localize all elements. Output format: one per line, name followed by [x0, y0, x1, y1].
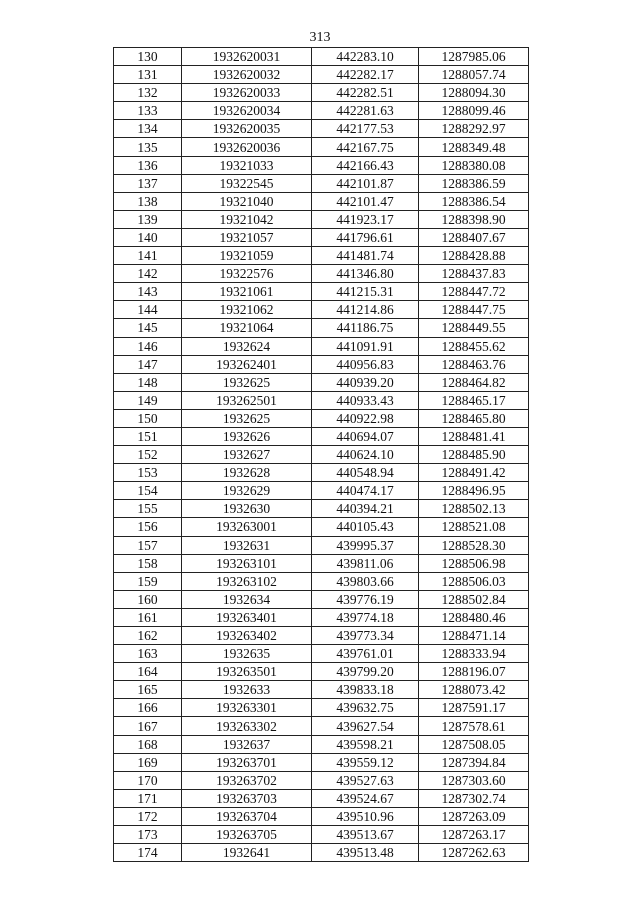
- table-row: [114, 536, 529, 554]
- y-coordinate-cell: 1288455.62: [419, 337, 529, 355]
- x-coordinate-cell: 439598.21: [312, 735, 419, 753]
- point-id-cell: 193263701: [182, 753, 312, 771]
- x-coordinate-cell: 440939.20: [312, 373, 419, 391]
- table-row: [114, 681, 529, 699]
- table-row: [114, 247, 529, 265]
- x-coordinate-cell: 441215.31: [312, 283, 419, 301]
- point-id-cell: 1932625: [182, 373, 312, 391]
- x-coordinate-cell: 440105.43: [312, 518, 419, 536]
- row-number-cell: 140: [114, 228, 182, 246]
- point-id-cell: 19321064: [182, 319, 312, 337]
- x-coordinate-cell: 441346.80: [312, 265, 419, 283]
- table-row: [114, 210, 529, 228]
- row-number-cell: 150: [114, 409, 182, 427]
- y-coordinate-cell: 1288481.41: [419, 427, 529, 445]
- table-row: [114, 427, 529, 445]
- table-row: [114, 717, 529, 735]
- y-coordinate-cell: 1287262.63: [419, 844, 529, 862]
- x-coordinate-cell: 441481.74: [312, 247, 419, 265]
- y-coordinate-cell: 1288094.30: [419, 84, 529, 102]
- x-coordinate-cell: 441923.17: [312, 210, 419, 228]
- row-number-cell: 144: [114, 301, 182, 319]
- x-coordinate-cell: 439774.18: [312, 608, 419, 626]
- y-coordinate-cell: 1288398.90: [419, 210, 529, 228]
- x-coordinate-cell: 442283.10: [312, 48, 419, 66]
- y-coordinate-cell: 1287263.09: [419, 807, 529, 825]
- point-id-cell: 19321061: [182, 283, 312, 301]
- row-number-cell: 173: [114, 826, 182, 844]
- row-number-cell: 163: [114, 645, 182, 663]
- table-row: [114, 735, 529, 753]
- point-id-cell: 1932620031: [182, 48, 312, 66]
- point-id-cell: 1932620033: [182, 84, 312, 102]
- row-number-cell: 159: [114, 572, 182, 590]
- y-coordinate-cell: 1288333.94: [419, 645, 529, 663]
- row-number-cell: 132: [114, 84, 182, 102]
- point-id-cell: 193263401: [182, 608, 312, 626]
- row-number-cell: 147: [114, 355, 182, 373]
- point-id-cell: 1932628: [182, 464, 312, 482]
- row-number-cell: 172: [114, 807, 182, 825]
- point-id-cell: 193263702: [182, 771, 312, 789]
- y-coordinate-cell: 1287394.84: [419, 753, 529, 771]
- table-row: [114, 156, 529, 174]
- y-coordinate-cell: 1288496.95: [419, 482, 529, 500]
- table-row: [114, 608, 529, 626]
- point-id-cell: 1932625: [182, 409, 312, 427]
- table-row: [114, 174, 529, 192]
- x-coordinate-cell: 439524.67: [312, 789, 419, 807]
- x-coordinate-cell: 440474.17: [312, 482, 419, 500]
- y-coordinate-cell: 1288506.03: [419, 572, 529, 590]
- y-coordinate-cell: 1288465.17: [419, 391, 529, 409]
- row-number-cell: 162: [114, 627, 182, 645]
- table-row: [114, 120, 529, 138]
- point-id-cell: 1932620034: [182, 102, 312, 120]
- y-coordinate-cell: 1288437.83: [419, 265, 529, 283]
- row-number-cell: 174: [114, 844, 182, 862]
- x-coordinate-cell: 439510.96: [312, 807, 419, 825]
- point-id-cell: 1932620035: [182, 120, 312, 138]
- y-coordinate-cell: 1288073.42: [419, 681, 529, 699]
- row-number-cell: 130: [114, 48, 182, 66]
- row-number-cell: 148: [114, 373, 182, 391]
- y-coordinate-cell: 1288528.30: [419, 536, 529, 554]
- table-row: [114, 283, 529, 301]
- y-coordinate-cell: 1288491.42: [419, 464, 529, 482]
- table-row: [114, 771, 529, 789]
- y-coordinate-cell: 1288463.76: [419, 355, 529, 373]
- x-coordinate-cell: 439761.01: [312, 645, 419, 663]
- row-number-cell: 136: [114, 156, 182, 174]
- point-id-cell: 1932627: [182, 446, 312, 464]
- x-coordinate-cell: 439632.75: [312, 699, 419, 717]
- table-row: [114, 663, 529, 681]
- y-coordinate-cell: 1288449.55: [419, 319, 529, 337]
- point-id-cell: 1932637: [182, 735, 312, 753]
- y-coordinate-cell: 1288386.54: [419, 192, 529, 210]
- y-coordinate-cell: 1288057.74: [419, 66, 529, 84]
- y-coordinate-cell: 1288447.72: [419, 283, 529, 301]
- row-number-cell: 169: [114, 753, 182, 771]
- point-id-cell: 193263703: [182, 789, 312, 807]
- x-coordinate-cell: 440394.21: [312, 500, 419, 518]
- y-coordinate-cell: 1287263.17: [419, 826, 529, 844]
- row-number-cell: 131: [114, 66, 182, 84]
- point-id-cell: 19321040: [182, 192, 312, 210]
- point-id-cell: 19321059: [182, 247, 312, 265]
- x-coordinate-cell: 439995.37: [312, 536, 419, 554]
- row-number-cell: 146: [114, 337, 182, 355]
- y-coordinate-cell: 1288506.98: [419, 554, 529, 572]
- y-coordinate-cell: 1287985.06: [419, 48, 529, 66]
- x-coordinate-cell: 442166.43: [312, 156, 419, 174]
- point-id-cell: 193263402: [182, 627, 312, 645]
- x-coordinate-cell: 442282.51: [312, 84, 419, 102]
- row-number-cell: 141: [114, 247, 182, 265]
- table-row: [114, 554, 529, 572]
- y-coordinate-cell: 1288447.75: [419, 301, 529, 319]
- table-row: [114, 84, 529, 102]
- page-number: 313: [309, 30, 331, 45]
- row-number-cell: 167: [114, 717, 182, 735]
- row-number-cell: 165: [114, 681, 182, 699]
- y-coordinate-cell: 1287578.61: [419, 717, 529, 735]
- point-id-cell: 19322576: [182, 265, 312, 283]
- x-coordinate-cell: 442167.75: [312, 138, 419, 156]
- point-id-cell: 193263102: [182, 572, 312, 590]
- y-coordinate-cell: 1288407.67: [419, 228, 529, 246]
- table-row: [114, 48, 529, 66]
- point-id-cell: 1932626: [182, 427, 312, 445]
- table-row: [114, 482, 529, 500]
- table-row: [114, 645, 529, 663]
- y-coordinate-cell: 1287303.60: [419, 771, 529, 789]
- row-number-cell: 155: [114, 500, 182, 518]
- point-id-cell: 1932633: [182, 681, 312, 699]
- y-coordinate-cell: 1288428.88: [419, 247, 529, 265]
- y-coordinate-cell: 1288502.13: [419, 500, 529, 518]
- point-id-cell: 193263501: [182, 663, 312, 681]
- row-number-cell: 170: [114, 771, 182, 789]
- y-coordinate-cell: 1287591.17: [419, 699, 529, 717]
- table-body: [114, 48, 529, 862]
- point-id-cell: 1932635: [182, 645, 312, 663]
- table-row: [114, 192, 529, 210]
- table-row: [114, 355, 529, 373]
- point-id-cell: 1932620032: [182, 66, 312, 84]
- x-coordinate-cell: 442101.47: [312, 192, 419, 210]
- y-coordinate-cell: 1288349.48: [419, 138, 529, 156]
- table-row: [114, 518, 529, 536]
- point-id-cell: 19322545: [182, 174, 312, 192]
- x-coordinate-cell: 440933.43: [312, 391, 419, 409]
- y-coordinate-cell: 1288292.97: [419, 120, 529, 138]
- table-row: [114, 138, 529, 156]
- row-number-cell: 158: [114, 554, 182, 572]
- x-coordinate-cell: 441214.86: [312, 301, 419, 319]
- row-number-cell: 151: [114, 427, 182, 445]
- y-coordinate-cell: 1288480.46: [419, 608, 529, 626]
- point-id-cell: 193262501: [182, 391, 312, 409]
- point-id-cell: 193263001: [182, 518, 312, 536]
- y-coordinate-cell: 1288471.14: [419, 627, 529, 645]
- table-row: [114, 446, 529, 464]
- point-id-cell: 193263301: [182, 699, 312, 717]
- point-id-cell: 1932634: [182, 590, 312, 608]
- x-coordinate-cell: 439513.67: [312, 826, 419, 844]
- table-row: [114, 500, 529, 518]
- x-coordinate-cell: 440624.10: [312, 446, 419, 464]
- x-coordinate-cell: 441091.91: [312, 337, 419, 355]
- x-coordinate-cell: 439527.63: [312, 771, 419, 789]
- table-row: [114, 572, 529, 590]
- y-coordinate-cell: 1288099.46: [419, 102, 529, 120]
- row-number-cell: 156: [114, 518, 182, 536]
- row-number-cell: 152: [114, 446, 182, 464]
- x-coordinate-cell: 442281.63: [312, 102, 419, 120]
- x-coordinate-cell: 440956.83: [312, 355, 419, 373]
- x-coordinate-cell: 439513.48: [312, 844, 419, 862]
- table-row: [114, 228, 529, 246]
- y-coordinate-cell: 1288485.90: [419, 446, 529, 464]
- row-number-cell: 153: [114, 464, 182, 482]
- point-id-cell: 1932624: [182, 337, 312, 355]
- y-coordinate-cell: 1288464.82: [419, 373, 529, 391]
- coordinates-table: [113, 47, 529, 862]
- point-id-cell: 19321062: [182, 301, 312, 319]
- x-coordinate-cell: 441186.75: [312, 319, 419, 337]
- table-row: [114, 66, 529, 84]
- point-id-cell: 193263705: [182, 826, 312, 844]
- x-coordinate-cell: 442282.17: [312, 66, 419, 84]
- x-coordinate-cell: 441796.61: [312, 228, 419, 246]
- table-row: [114, 844, 529, 862]
- point-id-cell: 1932630: [182, 500, 312, 518]
- x-coordinate-cell: 440694.07: [312, 427, 419, 445]
- point-id-cell: 193263704: [182, 807, 312, 825]
- row-number-cell: 137: [114, 174, 182, 192]
- row-number-cell: 149: [114, 391, 182, 409]
- table-row: [114, 627, 529, 645]
- row-number-cell: 142: [114, 265, 182, 283]
- table-row: [114, 265, 529, 283]
- y-coordinate-cell: 1287302.74: [419, 789, 529, 807]
- x-coordinate-cell: 442177.53: [312, 120, 419, 138]
- table-row: [114, 102, 529, 120]
- point-id-cell: 193262401: [182, 355, 312, 373]
- point-id-cell: 1932620036: [182, 138, 312, 156]
- x-coordinate-cell: 439776.19: [312, 590, 419, 608]
- row-number-cell: 160: [114, 590, 182, 608]
- x-coordinate-cell: 439811.06: [312, 554, 419, 572]
- point-id-cell: 193263302: [182, 717, 312, 735]
- x-coordinate-cell: 439627.54: [312, 717, 419, 735]
- table-row: [114, 319, 529, 337]
- table-row: [114, 789, 529, 807]
- x-coordinate-cell: 439833.18: [312, 681, 419, 699]
- y-coordinate-cell: 1288380.08: [419, 156, 529, 174]
- x-coordinate-cell: 440548.94: [312, 464, 419, 482]
- table-row: [114, 391, 529, 409]
- row-number-cell: 135: [114, 138, 182, 156]
- table-row: [114, 753, 529, 771]
- point-id-cell: 19321033: [182, 156, 312, 174]
- x-coordinate-cell: 439773.34: [312, 627, 419, 645]
- y-coordinate-cell: 1288465.80: [419, 409, 529, 427]
- x-coordinate-cell: 439799.20: [312, 663, 419, 681]
- point-id-cell: 1932641: [182, 844, 312, 862]
- point-id-cell: 193263101: [182, 554, 312, 572]
- row-number-cell: 133: [114, 102, 182, 120]
- table-row: [114, 699, 529, 717]
- table-row: [114, 409, 529, 427]
- row-number-cell: 134: [114, 120, 182, 138]
- y-coordinate-cell: 1288196.07: [419, 663, 529, 681]
- x-coordinate-cell: 442101.87: [312, 174, 419, 192]
- row-number-cell: 154: [114, 482, 182, 500]
- x-coordinate-cell: 440922.98: [312, 409, 419, 427]
- row-number-cell: 171: [114, 789, 182, 807]
- table-row: [114, 464, 529, 482]
- row-number-cell: 145: [114, 319, 182, 337]
- table-row: [114, 590, 529, 608]
- point-id-cell: 19321042: [182, 210, 312, 228]
- table-row: [114, 337, 529, 355]
- y-coordinate-cell: 1288386.59: [419, 174, 529, 192]
- x-coordinate-cell: 439803.66: [312, 572, 419, 590]
- row-number-cell: 143: [114, 283, 182, 301]
- point-id-cell: 1932631: [182, 536, 312, 554]
- row-number-cell: 161: [114, 608, 182, 626]
- row-number-cell: 168: [114, 735, 182, 753]
- row-number-cell: 157: [114, 536, 182, 554]
- y-coordinate-cell: 1288521.08: [419, 518, 529, 536]
- x-coordinate-cell: 439559.12: [312, 753, 419, 771]
- y-coordinate-cell: 1288502.84: [419, 590, 529, 608]
- table-row: [114, 826, 529, 844]
- point-id-cell: 19321057: [182, 228, 312, 246]
- table-row: [114, 301, 529, 319]
- table-row: [114, 807, 529, 825]
- row-number-cell: 138: [114, 192, 182, 210]
- row-number-cell: 166: [114, 699, 182, 717]
- row-number-cell: 164: [114, 663, 182, 681]
- table-row: [114, 373, 529, 391]
- y-coordinate-cell: 1287508.05: [419, 735, 529, 753]
- row-number-cell: 139: [114, 210, 182, 228]
- point-id-cell: 1932629: [182, 482, 312, 500]
